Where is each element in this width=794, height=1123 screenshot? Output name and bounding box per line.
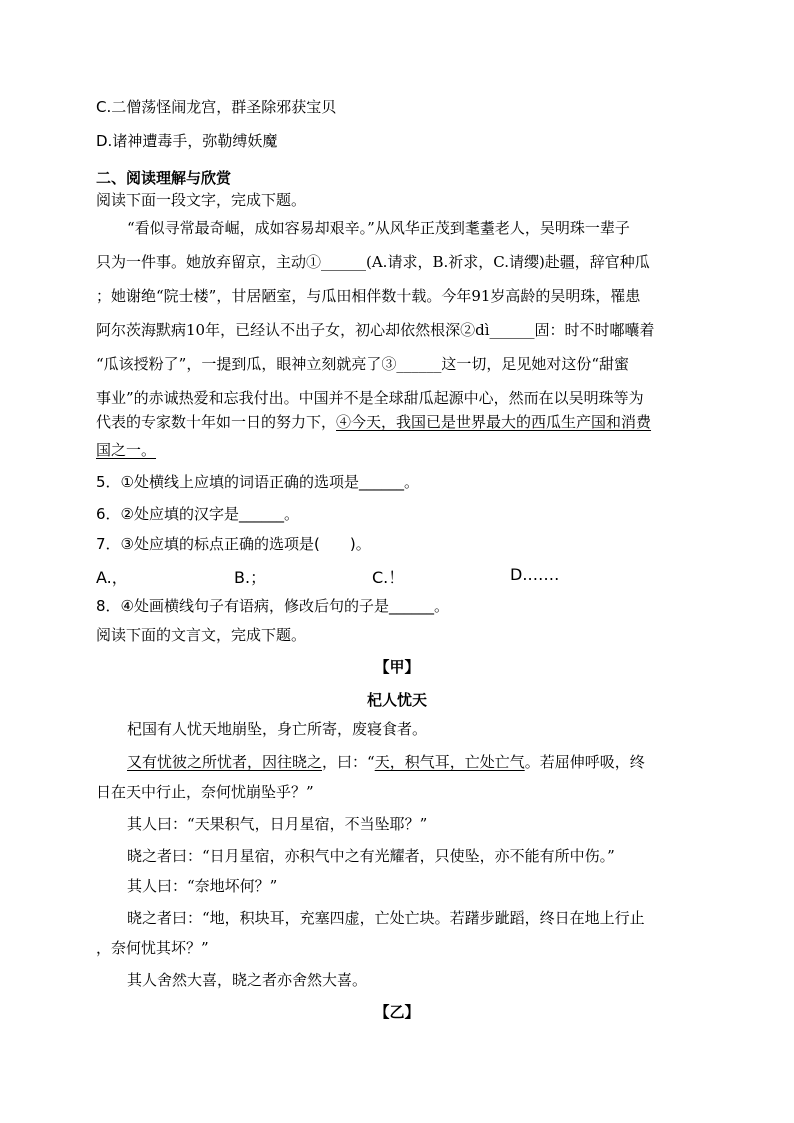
question-6: 6．②处应填的汉字是______。	[96, 505, 299, 523]
passage-line-4: 阿尔茨海默病10年，已经认不出子女，初心却依然根深②dì______固：时不时嘟囔着	[96, 321, 655, 339]
classical-p2-mid: ，曰：“	[322, 753, 375, 771]
underlined-sentence-part1: ④今天，我国已是世界最大的西瓜生产国和消费	[336, 413, 652, 431]
option-a: A.，	[96, 568, 128, 587]
classical-intro: 阅读下面的文言文，完成下题。	[96, 626, 307, 644]
label-jia: 【甲】	[374, 658, 420, 676]
question-7: 7．③处应填的标点正确的选项是( )。	[96, 535, 371, 553]
section-heading: 二、阅读理解与欣赏	[96, 169, 232, 187]
classical-p6-line2: ，奈何忧其坏？”	[96, 939, 209, 957]
option-b: B.；	[234, 568, 267, 587]
classical-p2-tail: 。若屈伸呼吸，终	[524, 753, 645, 771]
option-c: C.！	[372, 568, 405, 587]
passage-line-7	[96, 412, 651, 432]
question-7-options	[96, 565, 656, 585]
underlined-phrase-1: 又有忧彼之所忧者，因往晓之	[127, 753, 323, 771]
option-d: D.……	[510, 565, 560, 584]
classical-p1: 杞国有人忧天地崩坠，身亡所寄，废寝食者。	[127, 720, 428, 738]
passage-line-5: “瓜该授粉了”，一提到瓜，眼神立刻就亮了③______这一切，足见她对这份“甜蜜	[96, 355, 630, 373]
classical-title: 杞人忧天	[366, 691, 427, 709]
classical-p2-line1	[127, 752, 645, 772]
passage-line-2: 只为一件事。她放弃留京，主动①______(A.请求，B.祈求，C.请缨)赴疆，辞官种瓜	[96, 253, 650, 271]
passage-line-7-text: 代表的专家数十年如一日的努力下，	[96, 413, 337, 431]
classical-p5: 其人曰：“奈地坏何？”	[127, 877, 278, 895]
classical-p7: 其人舍然大喜，晓之者亦舍然大喜。	[127, 971, 368, 989]
underlined-phrase-2: 天，积气耳，亡处亡气	[374, 753, 525, 771]
classical-p2-line2: 日在天中行止，奈何忧崩坠乎？”	[96, 783, 314, 801]
option-c-text: C.二僧荡怪闹龙宫，群圣除邪获宝贝	[96, 98, 337, 116]
classical-p6-line1: 晓之者曰：“地，积块耳，充塞四虚，亡处亡块。若躇步跐蹈，终日在地上行止	[127, 909, 645, 927]
classical-p3: 其人曰：“天果积气，日月星宿，不当坠耶？”	[127, 815, 428, 833]
section-intro: 阅读下面一段文字，完成下题。	[96, 191, 307, 209]
passage-line-6: 事业”的赤诚热爱和忘我付出。中国并不是全球甜瓜起源中心，然而在以吴明珠等为	[96, 389, 644, 407]
underlined-sentence-part2: 国之一。	[96, 441, 157, 459]
label-yi: 【乙】	[374, 1003, 420, 1021]
option-d-text: D.诸神遭毒手，弥勒缚妖魔	[96, 132, 278, 150]
passage-line-3: ；她谢绝“院士楼”，甘居陋室，与瓜田相伴数十载。今年91岁高龄的吴明珠，罹患	[96, 287, 641, 305]
question-8: 8．④处画横线句子有语病，修改后句的子是______。	[96, 597, 449, 615]
passage-line-1: “看似寻常最奇崛，成如容易却艰辛。”从风华正茂到耄耋老人，吴明珠一辈子	[127, 219, 630, 237]
classical-p4: 晓之者曰：“日月星宿，亦积气中之有光耀者，只使坠，亦不能有所中伤。”	[127, 847, 615, 865]
question-5: 5．①处横线上应填的词语正确的选项是______。	[96, 473, 419, 491]
